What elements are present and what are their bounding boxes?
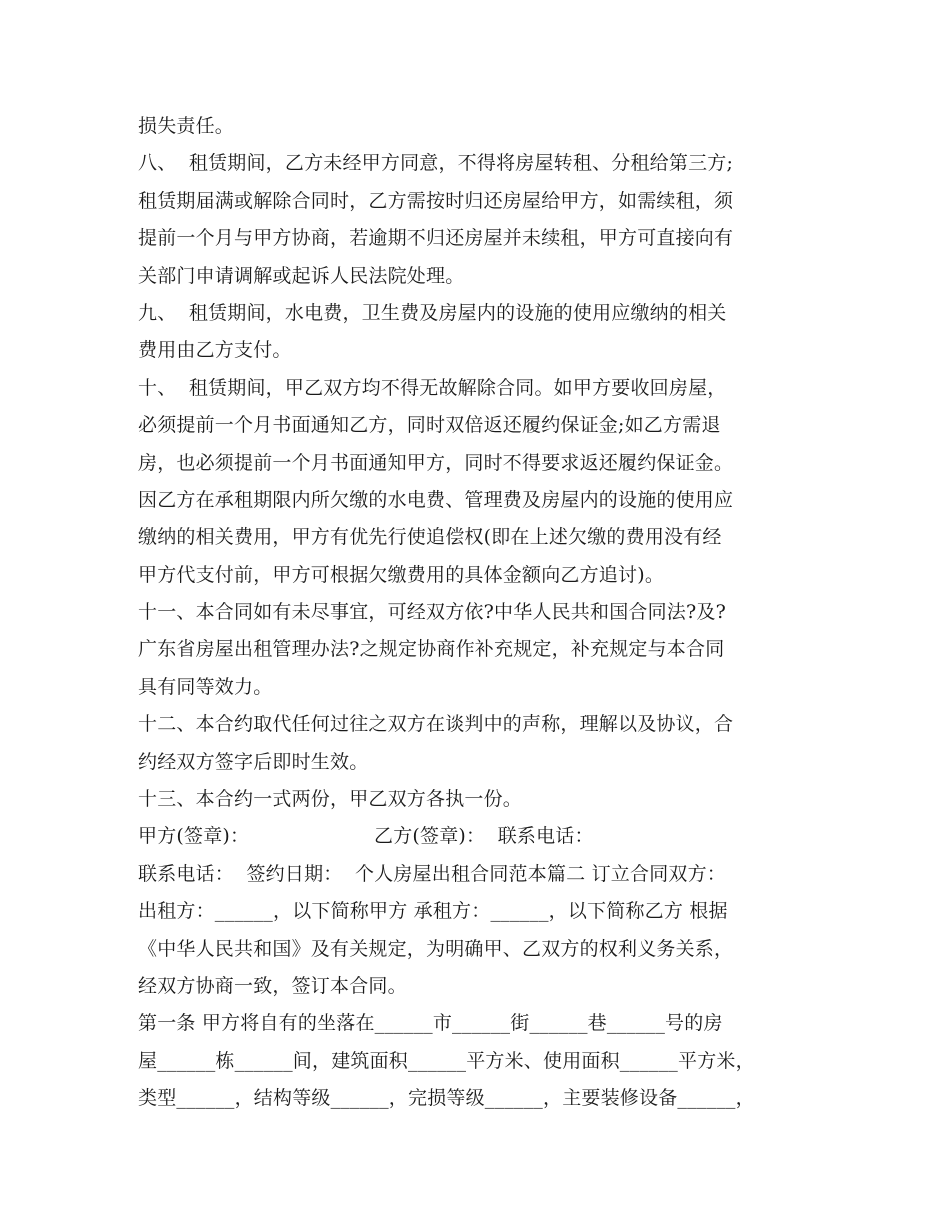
text-line: 十、 租赁期间，甲乙双方均不得无故解除合同。如甲方要收回房屋，: [138, 376, 727, 399]
text-line: 具有同等效力。: [138, 675, 273, 698]
text-line: 损失责任。: [138, 115, 235, 137]
text-line: 十三、本合约一式两份，甲乙双方各执一份。: [138, 788, 523, 811]
text-line: 房，也必须提前一个月书面通知甲方，同时不得要求返还履约保证金。: [138, 451, 734, 474]
text-line: 费用由乙方支付。: [138, 339, 292, 362]
text-line: 约经双方签字后即时生效。: [138, 750, 369, 773]
text-line: 十一、本合同如有未尽事宜，可经双方依?中华人民共和国合同法?及?: [138, 601, 726, 624]
text-line: 九、 租赁期间，水电费，卫生费及房屋内的设施的使用应缴纳的相关: [138, 301, 727, 324]
text-line: 出租方：______，以下简称甲方 承租方：______，以下简称乙方 根据: [138, 900, 728, 923]
text-line: 经双方协商一致，签订本合同。: [138, 974, 407, 997]
text-line: 缴纳的相关费用，甲方有优先行使追偿权(即在上述欠缴的费用没有经: [138, 526, 722, 549]
text-line: 因乙方在承租期限内所欠缴的水电费、管理费及房屋内的设施的使用应: [138, 488, 734, 511]
document-body: [138, 108, 818, 1118]
text-line: 第一条 甲方将自有的坐落在______市______街______巷______号的房: [138, 1012, 723, 1035]
text-line: 必须提前一个月书面通知乙方，同时双倍返还履约保证金;如乙方需退: [138, 414, 721, 437]
text-line: 十二、本合约取代任何过往之双方在谈判中的声称，理解以及协议，合: [138, 713, 734, 736]
text-line: 类型______，结构等级______，完损等级______，主要装修设备______，: [138, 1087, 755, 1110]
text-line: 《中华人民共和国》及有关规定，为明确甲、乙双方的权利义务关系，: [138, 937, 734, 960]
text-line: 八、 租赁期间，乙方未经甲方同意，不得将房屋转租、分租给第三方;: [138, 152, 734, 175]
text-line: 屋______栋______间，建筑面积______平方米、使用面积______平方米，: [138, 1049, 755, 1072]
text-line: 关部门申请调解或起诉人民法院处理。: [138, 264, 465, 287]
text-line: 甲方代支付前，甲方可根据欠缴费用的具体金额向乙方追讨)。: [138, 563, 665, 586]
text-line: 提前一个月与甲方协商，若逾期不归还房屋并未续租，甲方可直接向有: [138, 227, 734, 250]
signature-line: 甲方(签章)： 乙方(签章)： 联系电话：: [138, 825, 594, 848]
text-line: 租赁期届满或解除合同时，乙方需按时归还房屋给甲方，如需续租，须: [138, 189, 734, 212]
text-line: 联系电话： 签约日期： 个人房屋出租合同范本篇二 订立合同双方：: [138, 862, 726, 885]
text-line: 广东省房屋出租管理办法?之规定协商作补充规定，补充规定与本合同: [138, 638, 725, 661]
